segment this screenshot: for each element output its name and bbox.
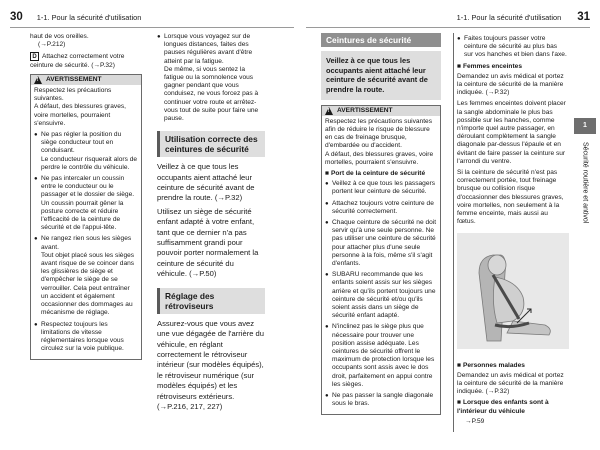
right-page-number: 31	[577, 11, 590, 23]
c4-pregnant-p2: Les femmes enceintes doivent placer la sangle abdominale le plus bas possible sur les hanches, comme n'importe quel autre passager, en déroulant complètement la sangle diagonale par-dessus l'épaule et en évitant de faire passer la ceinture sur l'arrondi du ventre.	[457, 100, 566, 165]
column-2	[157, 33, 265, 415]
c1-warning-title: AVERTISSEMENT	[46, 75, 102, 83]
c1-bullet: ● Ne rangez rien sous les sièges avant. Tout objet placé sous les sièges avant risque de se coincer dans les glissières de siège et d'empêcher le siège de se verrouiller. Cela peut entraîner un accident et également occasionner des dommages au mécanisme de réglage.	[34, 235, 138, 317]
c2-section1-paragraph-2: Utilisez un siège de sécurité enfant adapté à votre enfant, tant que ce dernier n'a pas suffisamment grandi pour pouvoir porter normalement la ceinture de sécurité du véhicule. (→P.50)	[157, 206, 259, 279]
c2-section1-paragraph-1: Veillez à ce que tous les occupants aient attaché leur ceinture de sécurité avant de prendre la route. (→P.32)	[157, 162, 255, 203]
column-4	[453, 33, 571, 435]
c2-section-title-seatbelts: Utilisation correcte des ceintures de sécurité	[157, 131, 265, 157]
c3-warning-box	[321, 105, 441, 416]
c1-warning-header	[31, 75, 141, 85]
c1-bullet: ● Respectez toujours les limitations de vitesse réglementaires lorsque vous circulez sur la voie publique.	[34, 321, 138, 354]
c3-bullet: ● Ne pas passer la sangle diagonale sous le bras.	[325, 392, 437, 408]
chapter-tab-label: Sécurité routière et antivol	[581, 142, 589, 224]
c4-subheading-ill: ■ Personnes malades	[457, 362, 568, 370]
left-page-number: 30	[10, 11, 23, 23]
c4-warning-continuation	[453, 33, 571, 432]
c1-bullet: ● Ne pas régler la position du siège conducteur tout en conduisant. Le conducteur risquerait alors de perdre le contrôle du véhicule.	[34, 131, 138, 172]
c3-bullet: ● Attachez toujours votre ceinture de sécurité correctement.	[325, 200, 437, 216]
c3-bullet: ● SUBARU recommande que les enfants soient assis sur les sièges arrière et qu'ils portent toujours une ceinture de sécurité et/ou qu'ils soient assis dans un siège de sécurité enfant adapté.	[325, 271, 437, 320]
c3-intro-box: Veillez à ce que tous les occupants aient attaché leur ceinture de sécurité avant de prendre la route.	[321, 51, 441, 99]
warning-triangle-icon	[325, 107, 333, 115]
c1-warning-intro: Respectez les précautions suivantes. A défaut, des blessures graves, voire mortelles, pourraient s'ensuivre.	[34, 87, 126, 127]
right-header-rule	[306, 27, 590, 28]
column-3	[321, 33, 441, 418]
c4-children-ref[interactable]: →P.59	[465, 417, 485, 425]
c3-subheading: ■ Port de la ceinture de sécurité	[325, 170, 437, 178]
step-d-icon: D	[30, 52, 39, 61]
column-1	[30, 33, 142, 363]
c4-pregnant-p1: Demandez un avis médical et portez la ceinture de sécurité de la manière indiquée. (→P.32)	[457, 72, 564, 97]
right-section-title: 1-1. Pour la sécurité d'utilisation	[456, 12, 562, 22]
c3-bullet: ● Veillez à ce que tous les passagers portent leur ceinture de sécurité.	[325, 180, 437, 196]
pregnant-seatbelt-illustration	[457, 233, 569, 349]
warning-triangle-icon	[34, 76, 42, 84]
c3-bullet: ● Chaque ceinture de sécurité ne doit servir qu'à une seule personne. Ne pas utiliser une ceinture de sécurité pour attacher plus d'une seule personne à la fois, même s'il s'agit d'enfants.	[325, 219, 437, 268]
c4-bullet: ● Faites toujours passer votre ceinture de sécurité au plus bas sur vos hanches et bien dans l'axe.	[457, 35, 568, 60]
c4-pregnant-p3: Si la ceinture de sécurité n'est pas correctement portée, tout freinage brusque ou collision risque d'occasionner des blessures graves, voire mortelles, non seulement à la femme enceinte, mais aussi au fœtus.	[457, 169, 564, 226]
c1-p2-text: Attachez correctement votre ceinture de sécurité. (→P.32)	[30, 53, 125, 69]
c2-section-title-mirrors: Réglage des rétroviseurs	[157, 288, 265, 314]
c3-bullet: ● N'inclinez pas le siège plus que nécessaire pour trouver une position assise adéquate. Les ceintures de sécurité offrent le maximum de protection lorsque les occupants sont assis avec le dos droit, parfaitement en appui contre les sièges.	[325, 323, 437, 389]
chapter-number: 1	[574, 118, 596, 134]
c1-warning-body	[31, 85, 141, 359]
c4-ill-p1: Demandez un avis médical et portez la ceinture de sécurité de la manière indiquée. (→P.32)	[457, 371, 564, 396]
c3-warning-title: AVERTISSEMENT	[337, 106, 393, 114]
c3-warning-body	[322, 116, 440, 415]
c3-warning-header	[322, 106, 440, 116]
c1-p1-text: haut de vos oreilles.	[30, 33, 89, 40]
c1-bullet: ● Ne pas intercaler un coussin entre le conducteur ou le passager et le dossier de siège. Un coussin pourrait gêner la posture correcte et réduire l'efficacité de la ceinture de sécurité et de l'appui-tête.	[34, 175, 138, 232]
left-header-rule	[10, 27, 294, 28]
c4-warning-body	[454, 33, 571, 432]
c1-p1-ref[interactable]: (→P.212)	[38, 41, 66, 49]
c1-paragraph-2	[30, 52, 142, 69]
c1-warning-box	[30, 74, 142, 361]
c2-section2-paragraph: Assurez-vous que vous avez une vue dégagée de l'arrière du véhicule, en réglant correctement le rétroviseur intérieur (sur modèles équipés), le rétroviseur numérique (sur modèles équipés) et les rétroviseurs extérieurs. (→P.216, 217, 227)	[157, 318, 264, 411]
c3-warning-intro: Respectez les précautions suivantes afin de réduire le risque de blessure en cas de freinage brusque, d'embardée ou d'accident. A défaut, des blessures graves, voire mortelles, pourraient s'ensuivre.	[325, 117, 434, 166]
left-section-title: 1-1. Pour la sécurité d'utilisation	[36, 12, 142, 22]
c1-paragraph-1	[30, 33, 142, 49]
c4-subheading-pregnant: ■ Femmes enceintes	[457, 63, 568, 71]
c2-bullet: ● Lorsque vous voyagez sur de longues distances, faites des pauses régulières avant d'être atteint par la fatigue. De même, si vous sentez la fatigue ou la somnolence vous gagner pendant que vous conduisez, ne vous forcez pas à continuer votre route et arrêtez-vous tout de suite pour faire une pause.	[157, 33, 265, 123]
left-page-header	[10, 8, 290, 26]
right-page-header	[310, 8, 590, 26]
chapter-side-tab[interactable]	[574, 118, 596, 268]
c3-chapter-title: Ceintures de sécurité	[321, 33, 441, 47]
c4-subheading-children: ■ Lorsque des enfants sont à l'intérieur du véhicule	[457, 399, 568, 415]
